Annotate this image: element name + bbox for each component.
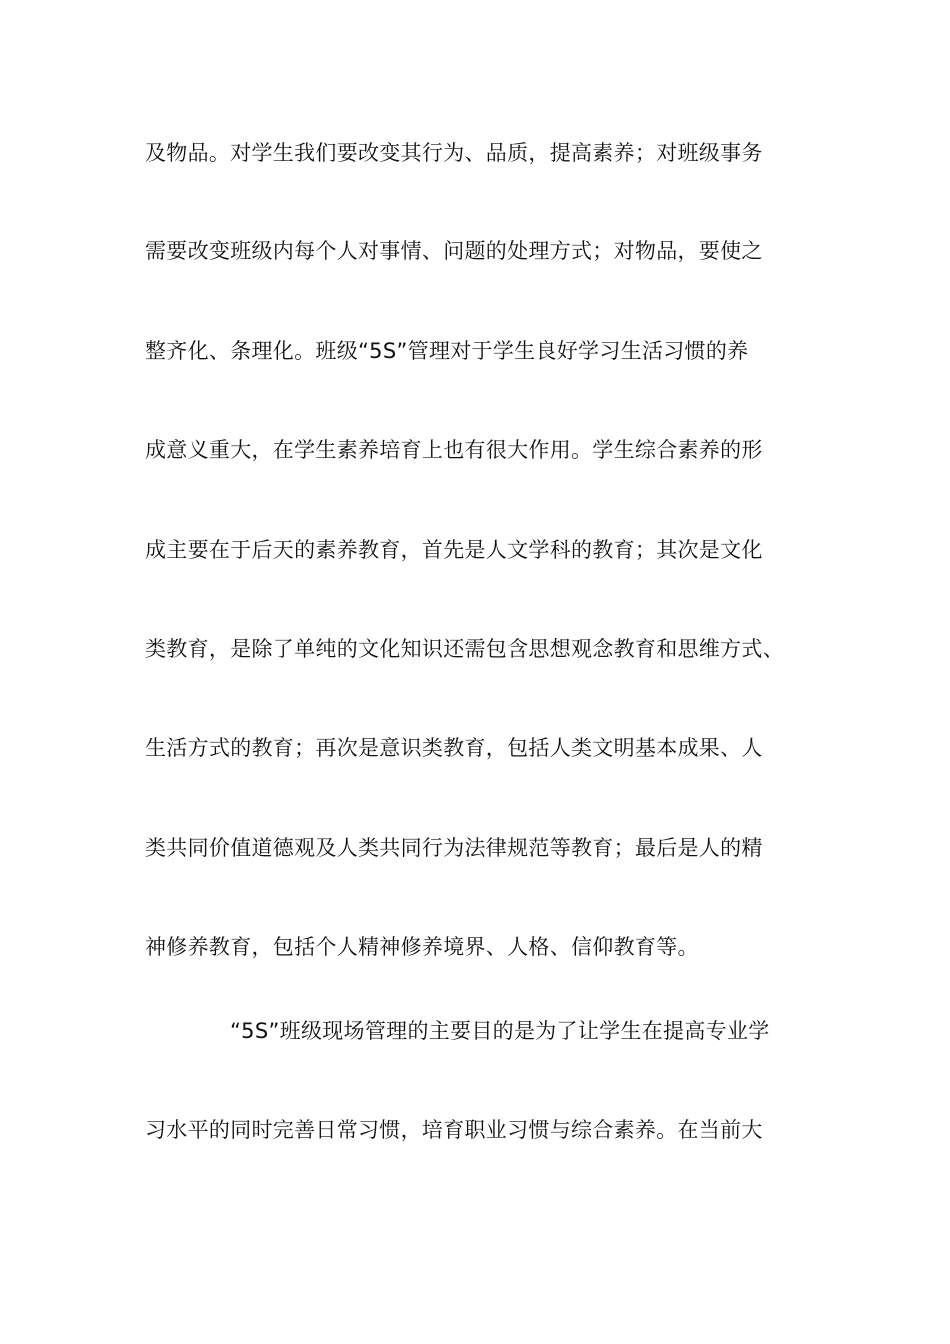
text-line: 习水平的同时完善日常习惯，培育职业习惯与综合素养。在当前大 — [145, 1118, 763, 1142]
text-line: 生活方式的教育；再次是意识类教育，包括人类文明基本成果、人 — [145, 736, 763, 760]
text-line: 类共同价值道德观及人类共同行为法律规范等教育；最后是人的精 — [145, 836, 763, 860]
text-line: 需要改变班级内每个人对事情、问题的处理方式；对物品，要使之 — [145, 239, 763, 263]
text-line: 成意义重大，在学生素养培育上也有很大作用。学生综合素养的形 — [145, 438, 763, 462]
text-line: 及物品。对学生我们要改变其行为、品质，提高素养；对班级事务 — [145, 141, 763, 165]
paragraph-first-line: “5S”班级现场管理的主要目的是为了让学生在提高专业学 — [230, 1019, 770, 1043]
text-line: 成主要在于后天的素养教育，首先是人文学科的教育；其次是文化 — [145, 538, 763, 562]
text-line: 神修养教育，包括个人精神修养境界、人格、信仰教育等。 — [145, 935, 699, 959]
text-line: 类教育，是除了单纯的文化知识还需包含思想观念教育和思维方式、 — [145, 637, 784, 661]
text-line: 整齐化、条理化。班级“5S”管理对于学生良好学习生活习惯的养 — [145, 339, 749, 363]
